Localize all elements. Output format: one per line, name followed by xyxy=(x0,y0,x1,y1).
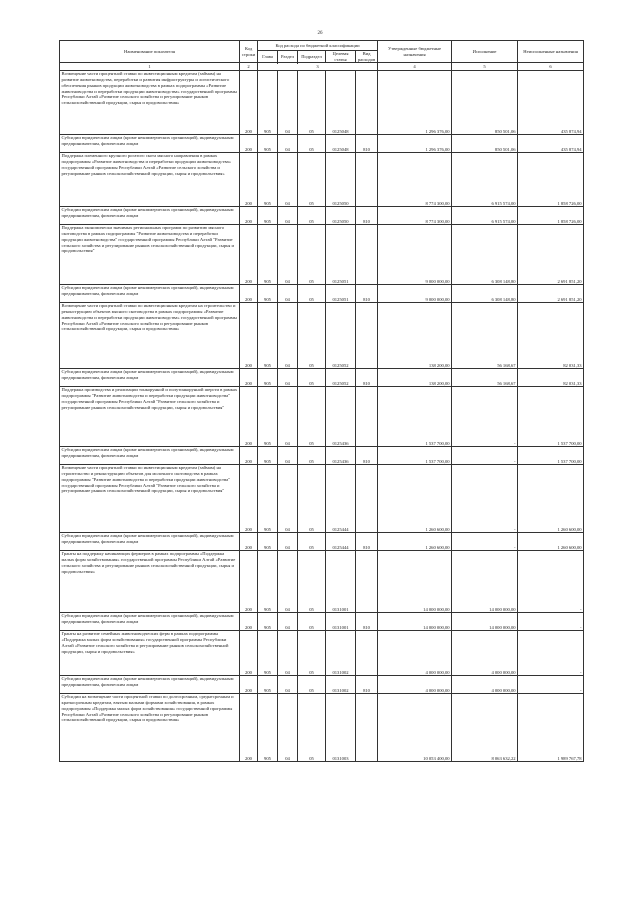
row-unexecuted: 435 874,94 xyxy=(518,71,584,135)
row-target: 0125436 xyxy=(326,447,356,465)
row-unexecuted: 1 260 600,00 xyxy=(518,465,584,533)
row-approved: 8 774 300,00 xyxy=(378,207,452,225)
row-expense-type xyxy=(356,631,378,676)
colnum-1: 1 xyxy=(60,63,240,71)
row-glava: 905 xyxy=(258,71,278,135)
row-target: 0125444 xyxy=(326,465,356,533)
table-row xyxy=(60,285,584,303)
row-podrazdel: 05 xyxy=(298,613,326,631)
row-expense-type xyxy=(356,153,378,207)
row-executed: 4 000 000,00 xyxy=(452,631,518,676)
row-unexecuted: 2 691 851,20 xyxy=(518,225,584,285)
table-row xyxy=(60,447,584,465)
row-target: 0131001 xyxy=(326,613,356,631)
row-executed: 850 501,06 xyxy=(452,71,518,135)
row-razdel: 04 xyxy=(278,303,298,369)
table-row xyxy=(60,153,584,207)
row-unexecuted: 1 858 726,00 xyxy=(518,153,584,207)
row-podrazdel: 05 xyxy=(298,387,326,447)
header-classification: Код расхода по бюджетной классификации xyxy=(258,41,378,51)
header-podrazdel: Подраздел xyxy=(298,51,326,63)
row-expense-type: 810 xyxy=(356,369,378,387)
row-code: 200 xyxy=(240,613,258,631)
row-unexecuted: - xyxy=(518,676,584,694)
row-target: 0131002 xyxy=(326,631,356,676)
row-name: Субсидии юридическим лицам (кроме некоммерческих организаций), индивидуальным предпринимателям, физическим лицам xyxy=(60,447,240,465)
row-target: 0125444 xyxy=(326,533,356,551)
table-row xyxy=(60,303,584,369)
row-podrazdel: 05 xyxy=(298,533,326,551)
row-code: 200 xyxy=(240,631,258,676)
row-podrazdel: 05 xyxy=(298,71,326,135)
row-approved: 138 200,00 xyxy=(378,369,452,387)
colnum-6: 6 xyxy=(518,63,584,71)
row-approved: 1 296 376,00 xyxy=(378,135,452,153)
row-podrazdel: 05 xyxy=(298,447,326,465)
row-executed: 6 308 148,80 xyxy=(452,285,518,303)
row-glava: 905 xyxy=(258,369,278,387)
row-approved: 1 260 600,00 xyxy=(378,533,452,551)
row-expense-type: 810 xyxy=(356,533,378,551)
row-expense-type xyxy=(356,303,378,369)
row-target: 0125052 xyxy=(326,369,356,387)
row-approved: 1 296 376,00 xyxy=(378,71,452,135)
row-executed: 6 915 574,00 xyxy=(452,207,518,225)
row-approved: 138 200,00 xyxy=(378,303,452,369)
row-razdel: 04 xyxy=(278,207,298,225)
row-target: 0131002 xyxy=(326,676,356,694)
row-target: 0131001 xyxy=(326,551,356,613)
row-name: Субсидии юридическим лицам (кроме некоммерческих организаций), индивидуальным предпринимателям, физическим лицам xyxy=(60,285,240,303)
row-glava: 905 xyxy=(258,447,278,465)
row-expense-type xyxy=(356,225,378,285)
row-expense-type xyxy=(356,694,378,762)
row-razdel: 04 xyxy=(278,285,298,303)
row-code: 200 xyxy=(240,694,258,762)
row-podrazdel: 05 xyxy=(298,465,326,533)
row-razdel: 04 xyxy=(278,613,298,631)
table-row xyxy=(60,676,584,694)
row-name: Возмещение части процентной ставки по инвестиционным кредитам (займам) на строительство и реконструкцию объектов для молочного скотоводства в рамках подпрограммы "Развитие животноводства и переработки продукции животноводства" государственной программы Республики Алтай "Развитие сельского хозяйства и регулирование рынков сельскохозяйственной продукции, сырья и продовольствия" xyxy=(60,465,240,533)
row-executed: 56 168,67 xyxy=(452,369,518,387)
table-row xyxy=(60,613,584,631)
row-expense-type: 810 xyxy=(356,135,378,153)
row-glava: 905 xyxy=(258,135,278,153)
table-row xyxy=(60,387,584,447)
header-glava: Глава xyxy=(258,51,278,63)
row-name: Возмещение части процентной ставки по инвестиционным кредитам на строительство и реконструкцию объектов мясного скотоводства в рамках подпрограммы «Развитие животноводства и переработки продукции животноводства» государственной программы Республики Алтай «Развитие сельского хозяйства и регулирование рынков сельскохозяйственной продукции, сырья и продовольствия» xyxy=(60,303,240,369)
row-podrazdel: 05 xyxy=(298,631,326,676)
row-razdel: 04 xyxy=(278,533,298,551)
row-approved: 14 000 000,00 xyxy=(378,551,452,613)
table-row xyxy=(60,225,584,285)
row-executed: - xyxy=(452,447,518,465)
row-code: 200 xyxy=(240,533,258,551)
row-unexecuted: 82 031,33 xyxy=(518,369,584,387)
header-unexecuted: Неисполненные назначения xyxy=(518,41,584,63)
row-name: Гранты на развитие семейных животноводческих ферм в рамках подпрограммы «Поддержка малых форм хозяйствования» государственной программы Республики Алтай «Развитие сельского хозяйства и регулирование рынков сельскохозяйственной продукции, сырья и продовольствия» xyxy=(60,631,240,676)
row-expense-type: 810 xyxy=(356,447,378,465)
row-unexecuted: 1 858 726,00 xyxy=(518,207,584,225)
row-name: Субсидии на возмещение части процентной ставки по долгосрочным, среднесрочным и краткосрочным кредитам, взятым малыми формами хозяйствования, в рамках подпрограммы «Поддержка малых форм хозяйствования» государственной программы Республики Алтай «Развитие сельского хозяйства и регулирование рынков сельскохозяйственной продукции, сырья и продовольствия» xyxy=(60,694,240,762)
row-executed: 6 915 574,00 xyxy=(452,153,518,207)
row-code: 200 xyxy=(240,447,258,465)
table-row xyxy=(60,369,584,387)
table-row xyxy=(60,71,584,135)
row-expense-type xyxy=(356,551,378,613)
row-razdel: 04 xyxy=(278,676,298,694)
row-target: 0125048 xyxy=(326,135,356,153)
row-name: Субсидии юридическим лицам (кроме некоммерческих организаций), индивидуальным предпринимателям, физическим лицам xyxy=(60,135,240,153)
row-name: Субсидии юридическим лицам (кроме некоммерческих организаций), индивидуальным предпринимателям, физическим лицам xyxy=(60,676,240,694)
row-glava: 905 xyxy=(258,285,278,303)
row-approved: 1 537 700,00 xyxy=(378,387,452,447)
header-expense-type: Вид расходов xyxy=(356,51,378,63)
header-target: Целевая статья xyxy=(326,51,356,63)
row-razdel: 04 xyxy=(278,225,298,285)
row-name: Субсидии юридическим лицам (кроме некоммерческих организаций), индивидуальным предпринимателям, физическим лицам xyxy=(60,533,240,551)
row-unexecuted: - xyxy=(518,631,584,676)
row-razdel: 04 xyxy=(278,447,298,465)
row-name: Субсидии юридическим лицам (кроме некоммерческих организаций), индивидуальным предпринимателям, физическим лицам xyxy=(60,207,240,225)
row-podrazdel: 05 xyxy=(298,303,326,369)
row-name: Поддержка производства и реализации тонкорунной и полутонкорунной шерсти в рамках подпрограммы "Развитие животноводства и переработки продукции животноводства" государственной программы Республики Алтай "Развитие сельского хозяйства и регулирование рынков сельскохозяйственной продукции, сырья и продовольствия" xyxy=(60,387,240,447)
row-approved: 9 000 000,00 xyxy=(378,225,452,285)
row-code: 200 xyxy=(240,71,258,135)
row-code: 200 xyxy=(240,676,258,694)
row-code: 200 xyxy=(240,207,258,225)
row-approved: 8 774 300,00 xyxy=(378,153,452,207)
page-number: 26 xyxy=(317,31,323,36)
row-unexecuted: 435 874,94 xyxy=(518,135,584,153)
row-podrazdel: 05 xyxy=(298,225,326,285)
row-razdel: 04 xyxy=(278,153,298,207)
table-row xyxy=(60,207,584,225)
row-expense-type xyxy=(356,71,378,135)
row-approved: 1 537 700,00 xyxy=(378,447,452,465)
row-glava: 905 xyxy=(258,153,278,207)
row-approved: 14 000 000,00 xyxy=(378,613,452,631)
row-code: 200 xyxy=(240,285,258,303)
row-target: 0125050 xyxy=(326,207,356,225)
row-code: 200 xyxy=(240,551,258,613)
row-glava: 905 xyxy=(258,465,278,533)
row-podrazdel: 05 xyxy=(298,369,326,387)
row-code: 200 xyxy=(240,225,258,285)
row-target: 0125052 xyxy=(326,303,356,369)
row-unexecuted: 1 260 600,00 xyxy=(518,533,584,551)
row-executed: 850 501,06 xyxy=(452,135,518,153)
row-glava: 905 xyxy=(258,533,278,551)
row-podrazdel: 05 xyxy=(298,153,326,207)
row-razdel: 04 xyxy=(278,465,298,533)
row-podrazdel: 05 xyxy=(298,207,326,225)
row-razdel: 04 xyxy=(278,631,298,676)
row-code: 200 xyxy=(240,135,258,153)
table-row xyxy=(60,135,584,153)
budget-execution-table xyxy=(59,40,584,762)
row-expense-type xyxy=(356,387,378,447)
row-razdel: 04 xyxy=(278,71,298,135)
row-glava: 905 xyxy=(258,631,278,676)
row-executed: 14 000 000,00 xyxy=(452,613,518,631)
table-row xyxy=(60,533,584,551)
row-approved: 1 260 600,00 xyxy=(378,465,452,533)
row-executed: 6 308 148,80 xyxy=(452,225,518,285)
row-razdel: 04 xyxy=(278,551,298,613)
row-podrazdel: 05 xyxy=(298,551,326,613)
row-glava: 905 xyxy=(258,207,278,225)
row-glava: 905 xyxy=(258,225,278,285)
table-row xyxy=(60,551,584,613)
colnum-4: 4 xyxy=(378,63,452,71)
row-glava: 905 xyxy=(258,694,278,762)
row-code: 200 xyxy=(240,153,258,207)
header-razdel: Раздел xyxy=(278,51,298,63)
row-razdel: 04 xyxy=(278,369,298,387)
row-unexecuted: 1 989 767,78 xyxy=(518,694,584,762)
row-expense-type: 810 xyxy=(356,676,378,694)
row-glava: 905 xyxy=(258,303,278,369)
row-unexecuted: - xyxy=(518,551,584,613)
row-target: 0125048 xyxy=(326,71,356,135)
row-code: 200 xyxy=(240,387,258,447)
header-name: Наименование показателя xyxy=(60,41,240,63)
row-approved: 10 053 400,00 xyxy=(378,694,452,762)
row-glava: 905 xyxy=(258,551,278,613)
row-target: 0125436 xyxy=(326,387,356,447)
row-code: 200 xyxy=(240,303,258,369)
row-executed: 14 000 000,00 xyxy=(452,551,518,613)
table-row xyxy=(60,465,584,533)
row-unexecuted: 1 537 700,00 xyxy=(518,447,584,465)
row-executed: - xyxy=(452,533,518,551)
row-podrazdel: 05 xyxy=(298,135,326,153)
header-line-code: Код строки xyxy=(240,41,258,63)
header-approved: Утвержденные бюджетные назначения xyxy=(378,41,452,63)
row-podrazdel: 05 xyxy=(298,694,326,762)
row-razdel: 04 xyxy=(278,694,298,762)
row-name: Поддержка племенного крупного рогатого скота мясного направления в рамках подпрограммы «Развитие животноводства и переработки продукции животноводства» государственной программы Республики Алтай «Развитие сельского хозяйства и регулирование рынков сельскохозяйственной продукции, сырья и продовольствия» xyxy=(60,153,240,207)
row-approved: 4 000 000,00 xyxy=(378,676,452,694)
row-expense-type xyxy=(356,465,378,533)
row-unexecuted: 1 537 700,00 xyxy=(518,387,584,447)
header-executed: Исполнение xyxy=(452,41,518,63)
row-executed: 8 063 632,22 xyxy=(452,694,518,762)
row-expense-type: 810 xyxy=(356,207,378,225)
table-row xyxy=(60,694,584,762)
colnum-3: 3 xyxy=(258,63,378,71)
row-executed: 4 000 000,00 xyxy=(452,676,518,694)
row-unexecuted: - xyxy=(518,613,584,631)
row-name: Гранты на поддержку начинающих фермеров в рамках подпрограммы «Поддержка малых форм хозяйствования» государственной программы Республики Алтай «Развитие сельского хозяйства и регулирование рынков сельскохозяйственной продукции, сырья и продовольствия» xyxy=(60,551,240,613)
row-name: Поддержка экономически значимых региональных программ по развитию мясного скотоводства в рамках подпрограммы "Развитие животноводства и переработки продукции животноводства" государственной программы Республики Алтай "Развитие сельского хозяйства и регулирование рынков сельскохозяйственной продукции, сырья и продовольствия" xyxy=(60,225,240,285)
row-razdel: 04 xyxy=(278,387,298,447)
row-name: Возмещение части процентной ставки по инвестиционным кредитам (займам) на развитие животноводства, переработки и развития инфраструктуры и логистического обеспечения рынков продукции животноводства в рамках подпрограммы «Развитие животноводства и переработки продукции животноводства» государственной программы Республики Алтай «Развитие сельского хозяйства и регулирование рынков сельскохозяйственной продукции, сырья и продовольствия» xyxy=(60,71,240,135)
row-executed: - xyxy=(452,387,518,447)
row-expense-type: 810 xyxy=(356,613,378,631)
row-approved: 4 000 000,00 xyxy=(378,631,452,676)
row-glava: 905 xyxy=(258,387,278,447)
row-glava: 905 xyxy=(258,676,278,694)
row-expense-type: 810 xyxy=(356,285,378,303)
row-podrazdel: 05 xyxy=(298,285,326,303)
row-unexecuted: 2 691 851,20 xyxy=(518,285,584,303)
row-target: 0131003 xyxy=(326,694,356,762)
row-name: Субсидии юридическим лицам (кроме некоммерческих организаций), индивидуальным предпринимателям, физическим лицам xyxy=(60,613,240,631)
row-unexecuted: 82 031,33 xyxy=(518,303,584,369)
row-razdel: 04 xyxy=(278,135,298,153)
row-name: Субсидии юридическим лицам (кроме некоммерческих организаций), индивидуальным предпринимателям, физическим лицам xyxy=(60,369,240,387)
row-executed: - xyxy=(452,465,518,533)
table-row xyxy=(60,631,584,676)
row-target: 0125050 xyxy=(326,153,356,207)
row-podrazdel: 05 xyxy=(298,676,326,694)
row-target: 0125051 xyxy=(326,225,356,285)
row-approved: 9 000 000,00 xyxy=(378,285,452,303)
row-code: 200 xyxy=(240,369,258,387)
row-code: 200 xyxy=(240,465,258,533)
colnum-2: 2 xyxy=(240,63,258,71)
row-executed: 56 168,67 xyxy=(452,303,518,369)
colnum-5: 5 xyxy=(452,63,518,71)
row-target: 0125051 xyxy=(326,285,356,303)
row-glava: 905 xyxy=(258,613,278,631)
